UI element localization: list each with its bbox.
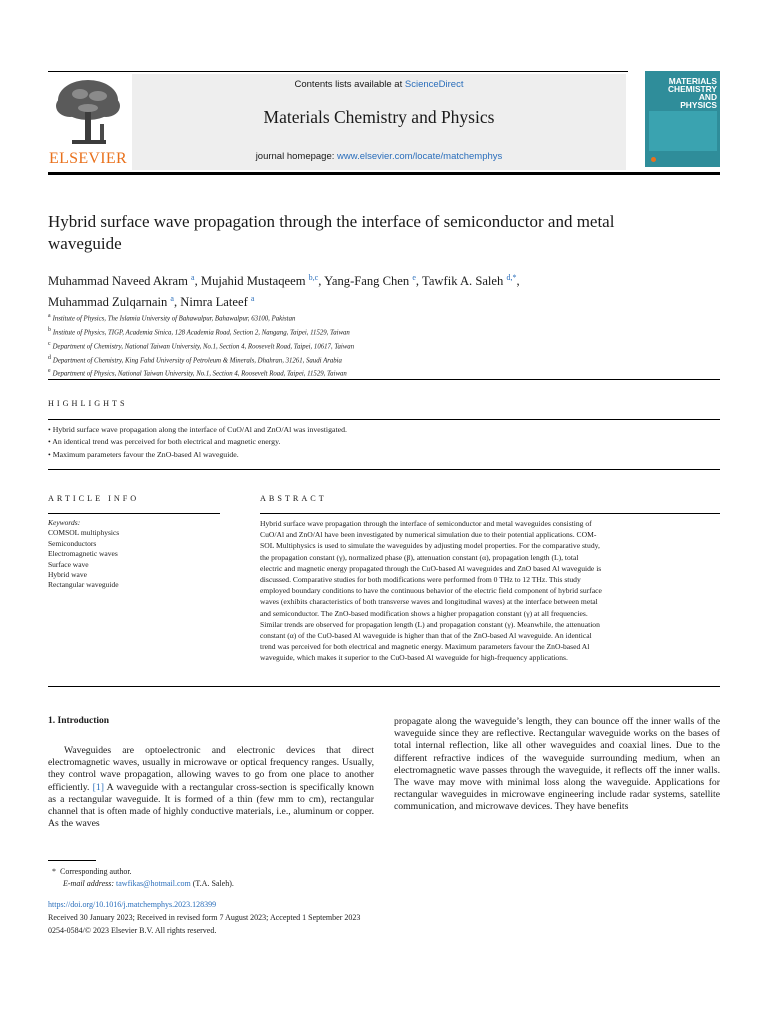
author-name[interactable]: Muhammad Zulqarnain: [48, 295, 168, 310]
cover-title: [649, 77, 717, 109]
received-dates: Received 30 January 2023; Received in revised form 7 August 2023; Accepted 1 September 2023: [48, 913, 361, 922]
keyword-item[interactable]: COMSOL multiphysics: [48, 528, 120, 538]
cover-title-line-1: MATERIALS: [668, 76, 717, 86]
keyword-item[interactable]: Semiconductors: [48, 538, 97, 548]
keywords-box: [48, 518, 228, 591]
doi-link[interactable]: https://doi.org/10.1016/j.matchemphys.2023.128399: [48, 900, 217, 909]
footnote: [48, 866, 468, 890]
email-suffix: (T.A. Saleh).: [190, 879, 234, 889]
abstract-line: Similar trends are observed for propagation length (L) and propagation constant (γ). Meanwhile, the attenuation: [260, 619, 600, 629]
reference-link[interactable]: [1]: [92, 781, 104, 793]
author-name[interactable]: Yang-Fang Chen: [324, 274, 410, 289]
affiliation-text: Department of Chemistry, King Fahd University of Petroleum & Minerals, Dhahran, 31261, Saudi Arabia: [52, 356, 342, 364]
keyword-item[interactable]: Rectangular waveguide: [48, 580, 119, 590]
email-link[interactable]: tawfikas@hotmail.com: [116, 879, 191, 889]
abstract-line: and semiconductor. The ZnO-based modification shows a higher propagation constant (γ) at all frequencies.: [260, 608, 588, 618]
abstract-divider: [260, 513, 720, 514]
header-top-rule: [48, 71, 628, 72]
abstract-line: waves (exhibits characteristics of both transverse waves and longitudinal waves) at the interface between metal: [260, 597, 598, 607]
body-column-right: propagate along the waveguide’s length, they can bounce off the inner walls of the waveguide since they are reflective. Rectangular waveguide works on the bases of total internal reflection, like all other waveguides and coaxial lines. Due to the different refractive indices of the waveguide surrounding medium, when an electromagnetic wave passes through the waveguide, it reflects off the inner walls. The wave may move with minimal loss along the waveguide. Applications for rectangular waveguides in microwave engineering include radar systems, satellite communication, and microwave devices. They have benefits: [394, 716, 720, 813]
affiliation-text: Institute of Physics, TIGP, Academia Sinica, 128 Academia Road, Section 2, Nangang, Taipei, 11529, Taiwan: [52, 329, 350, 337]
contents-prefix: Contents lists available at: [294, 79, 405, 90]
author-name[interactable]: Mujahid Mustaqeem: [200, 274, 306, 289]
affiliation-letter: d: [48, 354, 51, 361]
sciencedirect-link[interactable]: ScienceDirect: [404, 79, 464, 90]
abstract-line: CuO/Al and ZnO/Al have been investigated by numerical simulation due to their potential applications. COM-: [260, 530, 597, 540]
email-label: E-mail address:: [63, 879, 117, 889]
highlight-item: • Maximum parameters favour the ZnO-based Al waveguide.: [48, 449, 239, 459]
author-name[interactable]: Nimra Lateef: [180, 295, 248, 310]
author-affiliation-marker[interactable]: a: [191, 273, 195, 282]
abstract-line: electric and magnetic energy propagated through the CuO-based Al waveguides and ZnO based Al waveguide is: [260, 563, 602, 573]
keyword-item[interactable]: Surface wave: [48, 559, 89, 569]
cover-title-line-2: CHEMISTRY AND: [667, 84, 717, 102]
keyword-item[interactable]: Electromagnetic waves: [48, 549, 118, 559]
author-affiliation-marker[interactable]: a: [250, 294, 255, 304]
highlights-divider-top: [48, 419, 720, 420]
abstract-line: employed boundary conditions to have the continuous behavior of the electric field component of hybrid surface: [260, 586, 602, 596]
homepage-prefix: journal homepage:: [255, 151, 338, 162]
journal-title: Materials Chemistry and Physics: [263, 107, 495, 127]
affiliation-letter: c: [48, 340, 51, 347]
journal-homepage-line: [132, 151, 626, 162]
highlight-text: Maximum parameters favour the ZnO-based Al waveguide.: [52, 449, 239, 459]
highlight-text: An identical trend was perceived for both electrical and magnetic energy.: [52, 437, 281, 447]
affiliation-letter: a: [48, 313, 51, 319]
abstract-line: waveguide, which makes it superior to the CuO-based Al waveguide for high-frequency applications.: [260, 653, 568, 663]
highlight-text: Hybrid surface wave propagation along the interface of CuO/Al and ZnO/Al was investigated.: [52, 425, 347, 434]
abstract-line: trend was perceived for both electrical and magnetic energy. Maximum parameters favour the ZnO-based Al: [260, 642, 590, 652]
publisher-name: ELSEVIER: [49, 150, 127, 167]
corresponding-author-note: [48, 866, 468, 878]
abstract-end-divider: [48, 686, 720, 687]
author-list: Muhammad Naveed Akram $^a$, Mujahid Mustaqeem $^{b,c}$, Yang-Fang Chen $^e$, Tawfik A. Saleh $^{d,*}$, Muhammad Zulqarnain $^a$, Nimra Lateef $^a$: [48, 273, 520, 310]
author-name[interactable]: Muhammad Naveed Akram: [48, 274, 188, 289]
affiliation-item: [48, 339, 708, 353]
contents-line: [132, 79, 626, 90]
intro-paragraph-part: A waveguide with a rectangular cross-section is specifically known as a rectangular waveguide. It is formed of a thin (few mm to cm), rectangular channel that is often made of highly conductive materials, i.e., aluminum or copper. As the waves: [48, 781, 374, 830]
homepage-link[interactable]: www.elsevier.com/locate/matchemphys: [337, 151, 503, 162]
intro-paragraph-part: Waveguides are optoelectronic and electronic devices that direct electromagnetic waves, usually in microwave or optical frequency ranges. Usually, they control wave propagation, allowing waves to go from one place to another efficiently.: [48, 745, 374, 793]
header-bottom-rule: [48, 172, 720, 175]
author-affiliation-marker[interactable]: a: [170, 294, 174, 304]
article-title: Hybrid surface wave propagation through the interface of semiconductor and metal waveguide: [48, 212, 615, 253]
abstract-line: constant (α) of the CuO-based Al waveguide is higher than that of the ZnO-based Al waveguide. An identical: [260, 630, 592, 640]
affiliation-item: [48, 311, 708, 325]
affiliation-text: Department of Physics, National Taiwan University, No.1, Section 4, Roosevelt Road, Taipei, 11529, Taiwan: [52, 370, 347, 378]
journal-cover-thumbnail: [645, 71, 720, 167]
highlights-divider-bottom: [48, 469, 720, 470]
abstract-line: SOL Multiphysics is used to simulate the waveguides by adjusting model properties. For the comparative study,: [260, 541, 600, 551]
abstract-line: discussed. Comparative studies for both modifications were performed from 0 THz to 12 THz. This study: [260, 574, 581, 584]
affiliation-text: Department of Chemistry, National Taiwan University, No.1, Section 4, Roosevelt Road, Taipei, 10617, Taiwan: [52, 342, 355, 350]
author-affiliation-marker[interactable]: e: [412, 273, 416, 282]
affiliation-item: [48, 353, 708, 367]
cover-title-line-3: PHYSICS: [680, 100, 717, 110]
corresponding-author-text: Corresponding author.: [60, 867, 132, 876]
body-column-left: [48, 745, 374, 830]
section-heading-introduction: 1. Introduction: [48, 716, 110, 726]
highlight-item: • An identical trend was perceived for both electrical and magnetic energy.: [48, 437, 281, 447]
abstract-line: Hybrid surface wave propagation through the interface of semiconductor and metal waveguides consisting of: [260, 519, 592, 528]
abstract-text: [260, 518, 720, 663]
highlights-heading: HIGHLIGHTS: [48, 399, 128, 408]
footnote-mark: *: [52, 867, 56, 876]
author-name[interactable]: Tawfik A. Saleh: [422, 274, 504, 289]
affiliation-letter: b: [48, 326, 51, 333]
article-info-heading: ARTICLE INFO: [48, 494, 140, 503]
abstract-heading: ABSTRACT: [260, 494, 327, 503]
abstract-line: the propagation constant (γ), normalized phase (β), attenuation constant (α), propagation length (L), total: [260, 552, 579, 562]
highlights-list: [48, 424, 708, 461]
affiliation-letter: e: [48, 368, 51, 375]
author-affiliation-marker[interactable]: d,*: [506, 273, 517, 282]
cover-artwork: [649, 111, 717, 151]
affiliation-text: Institute of Physics, The Islamia University of Bahawalpur, Bahawalpur, 63100, Pakistan: [52, 315, 296, 323]
affiliations-divider: [48, 379, 720, 380]
article-info-divider: [48, 513, 220, 514]
affiliation-item: [48, 325, 708, 339]
highlight-item: • Hybrid surface wave propagation along the interface of CuO/Al and ZnO/Al was investigated.: [48, 425, 347, 434]
email-note: [48, 878, 468, 890]
keywords-label: Keywords:: [48, 518, 81, 527]
issn-copyright: 0254-0584/© 2023 Elsevier B.V. All rights reserved.: [48, 926, 217, 935]
keyword-item[interactable]: Hybrid wave: [48, 570, 87, 580]
affiliation-list: [48, 311, 708, 380]
author-affiliation-marker[interactable]: b,c: [308, 273, 319, 282]
cover-badge-icon: [651, 157, 656, 162]
footnote-rule: [48, 860, 96, 861]
